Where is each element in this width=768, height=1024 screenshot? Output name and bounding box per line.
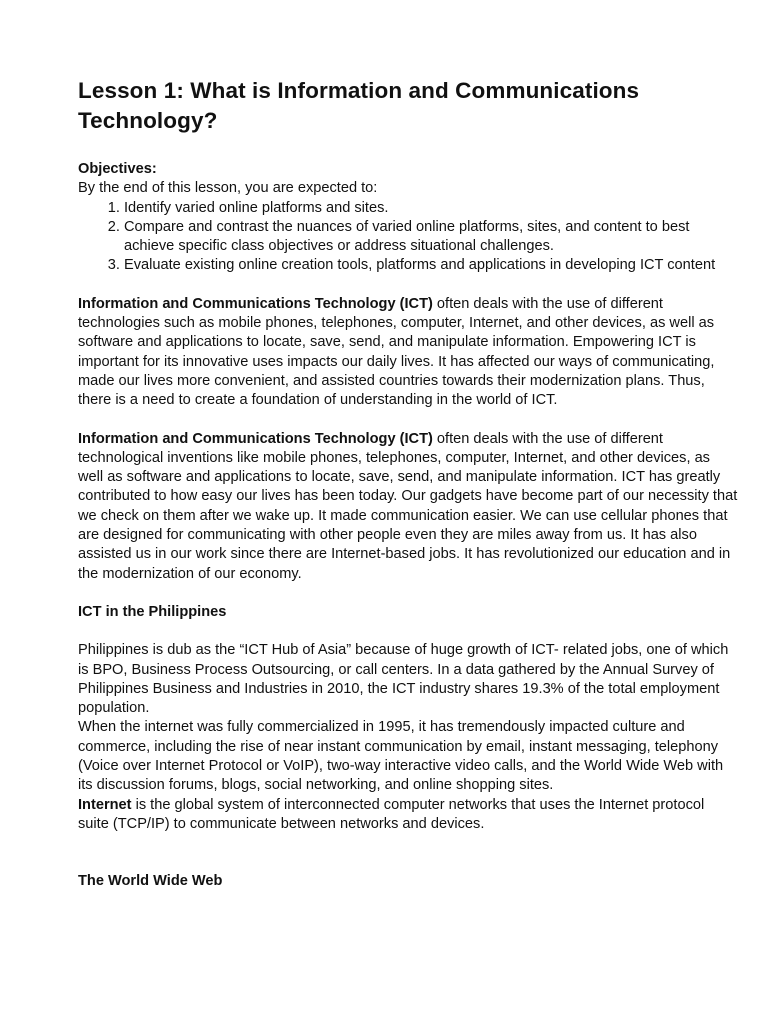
objectives-list <box>78 199 738 276</box>
ict-paragraph-2-text: often deals with the use of different technological inventions like mobile phones, telephones, computer, Internet, and other devices, as well as software and applications to locate, save, send, and manipulate information. ICT has greatly contributed to how easy our lives has been today. Our gadgets have become part of our necessity that we check on them after we wake up. It made communication easier. We can use cellular phones that are designed for communicating with other people even they are miles away from us. It has also assisted us in our work since there are Internet-based jobs. It has revolutionized our education and in the modernization of our economy. <box>78 430 738 582</box>
internet-definition-text: is the global system of interconnected computer networks that uses the Internet protocol suite (TCP/IP) to communicate between networks and devices. <box>78 796 705 832</box>
internet-definition <box>78 796 738 835</box>
ict-paragraph-1-text: often deals with the use of different technologies such as mobile phones, telephones, computer, Internet, and other devices, as well as software and applications to locate, save, send, and manipulate information. Empowering ICT is important for its innovative uses impacts our daily lives. It has affected our ways of communicating, made our lives more convenient, and assisted countries towards their modernization plans. Thus, there is a need to create a foundation of understanding in the world of ICT. <box>78 295 715 409</box>
ict-paragraph-2 <box>78 430 738 584</box>
internet-term-bold: Internet <box>78 796 132 813</box>
objective-item: 1. Identify varied online platforms and sites. <box>124 199 738 218</box>
ict-term-bold: Information and Communications Technology (ICT) <box>78 295 433 312</box>
objectives-intro: By the end of this lesson, you are expected to: <box>78 180 378 197</box>
document-page <box>78 76 738 892</box>
ict-paragraph-1 <box>78 295 738 411</box>
philippines-paragraph-2: When the internet was fully commercialized in 1995, it has tremendously impacted culture and commerce, including the rise of near instant communication by email, instant messaging, telephony (Voice over Internet Protocol or VoIP), two-way interactive video calls, and the World Wide Web with its discussion forums, blogs, social networking, and online shopping sites. <box>78 719 724 794</box>
ict-term-bold: Information and Communications Technology (ICT) <box>78 430 433 447</box>
lesson-title: Lesson 1: What is Information and Communications Technology? <box>78 78 640 133</box>
objective-item: 3. Evaluate existing online creation tools, platforms and applications in developing ICT content <box>124 256 738 275</box>
objectives-heading: Objectives: <box>78 161 157 177</box>
objective-item: 2. Compare and contrast the nuances of varied online platforms, sites, and content to best achieve specific class objectives or address situational challenges. <box>124 218 738 257</box>
objectives-section <box>78 160 738 276</box>
philippines-paragraph-1: Philippines is dub as the “ICT Hub of Asia” because of huge growth of ICT- related jobs, one of which is BPO, Business Process Outsourcing, or call centers. In a data gathered by the Annual Survey of Philippines Business and Industries in 2010, the ICT industry shares 19.3% of the total employment population. <box>78 642 729 717</box>
philippines-heading: ICT in the Philippines <box>78 603 227 620</box>
www-heading: The World Wide Web <box>78 873 223 890</box>
